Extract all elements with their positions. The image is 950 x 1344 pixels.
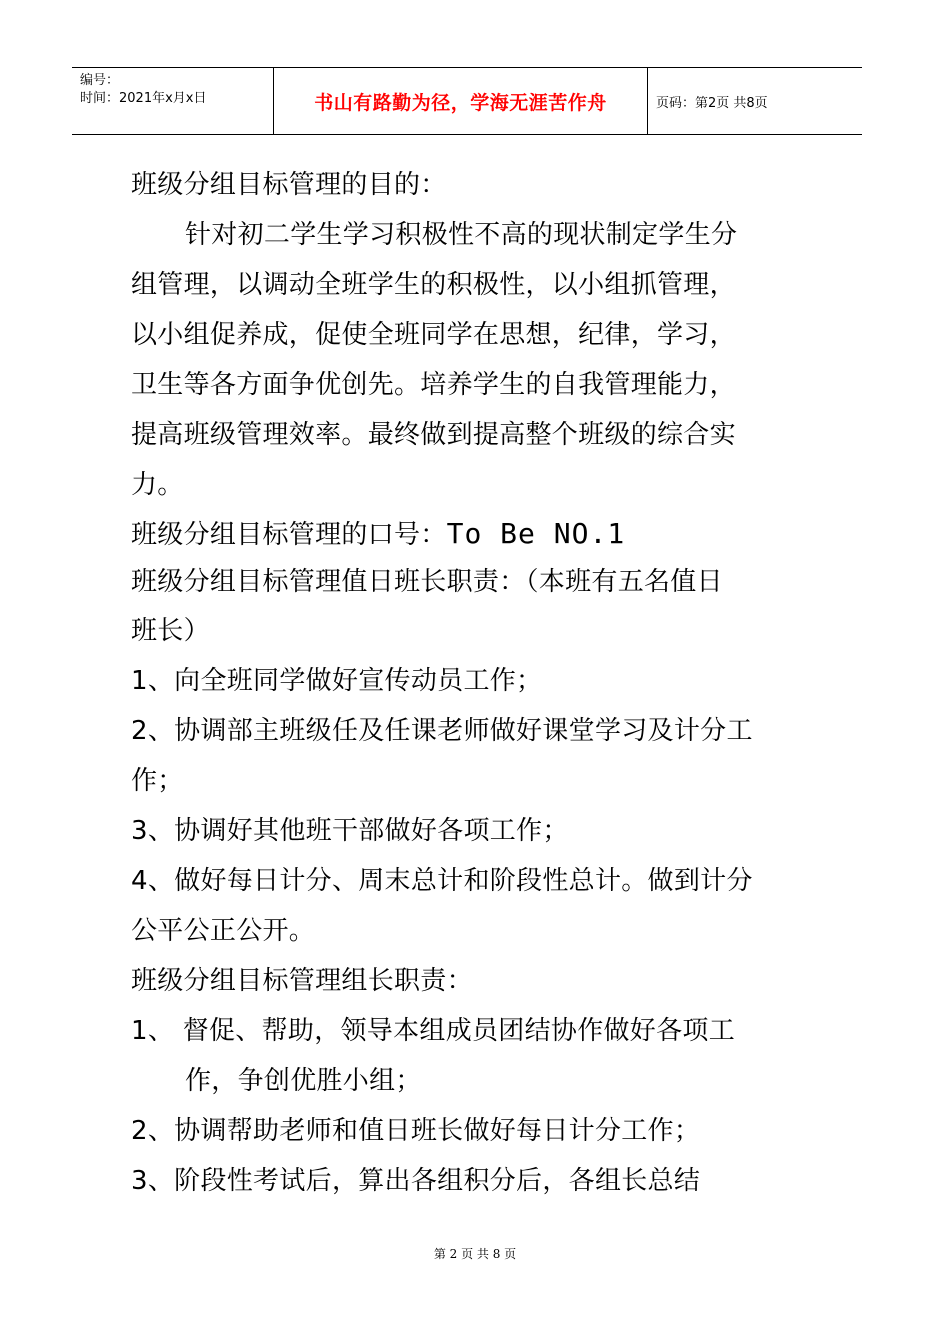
page-footer: 第 2 页 共 8 页 [433, 1247, 517, 1261]
document-body [131, 160, 821, 1206]
section-heading-leader-duties: 班级分组目标管理组长职责： [131, 966, 473, 996]
leader-duty-item: 3、阶段性考试后，算出各组积分后，各组长总结 [131, 1166, 701, 1196]
header-motto: 书山有路勤为径，学海无涯苦作舟 [314, 91, 607, 114]
date-label: 时间：2021年x月x日 [80, 91, 207, 106]
duty-item-cont: 公平公正公开。 [131, 916, 316, 946]
paragraph-line: 针对初二学生学习积极性不高的现状制定学生分 [185, 220, 738, 250]
duty-item: 4、做好每日计分、周末总计和阶段性总计。做到计分 [131, 866, 753, 896]
section-heading-monitor-duties-cont: 班长） [131, 616, 210, 646]
duty-item: 1、向全班同学做好宣传动员工作； [131, 666, 543, 696]
slogan-text: To Be NO.1 [446, 517, 626, 550]
paragraph-line: 力。 [131, 470, 184, 500]
header-meta-cell [72, 68, 274, 134]
header-motto-cell [274, 68, 648, 134]
leader-duty-item-cont: 作，争创优胜小组； [185, 1066, 422, 1096]
paragraph-line: 提高班级管理效率。最终做到提高整个班级的综合实 [131, 420, 736, 450]
section-heading-slogan [131, 510, 821, 558]
paragraph-line: 组管理，以调动全班学生的积极性，以小组抓管理， [131, 270, 736, 300]
duty-item: 3、协调好其他班干部做好各项工作； [131, 816, 569, 846]
paragraph-line: 卫生等各方面争优创先。培养学生的自我管理能力， [131, 370, 736, 400]
duty-item: 2、协调部主班级任及任课老师做好课堂学习及计分工 [131, 716, 753, 746]
duty-item-cont: 作； [131, 766, 184, 796]
paragraph-line: 以小组促养成，促使全班同学在思想，纪律，学习， [131, 320, 736, 350]
section-heading-purpose: 班级分组目标管理的目的： [131, 170, 447, 200]
leader-duty-item: 1、 督促、帮助，领导本组成员团结协作做好各项工 [131, 1016, 736, 1046]
serial-number-label: 编号： [80, 73, 120, 88]
slogan-label: 班级分组目标管理的口号： [131, 520, 447, 550]
section-heading-monitor-duties: 班级分组目标管理值日班长职责：（本班有五名值日 [131, 567, 723, 597]
header-page-info: 页码：第2页 共8页 [656, 95, 768, 111]
page-header [72, 67, 862, 135]
leader-duty-item: 2、协调帮助老师和值日班长做好每日计分工作； [131, 1116, 701, 1146]
